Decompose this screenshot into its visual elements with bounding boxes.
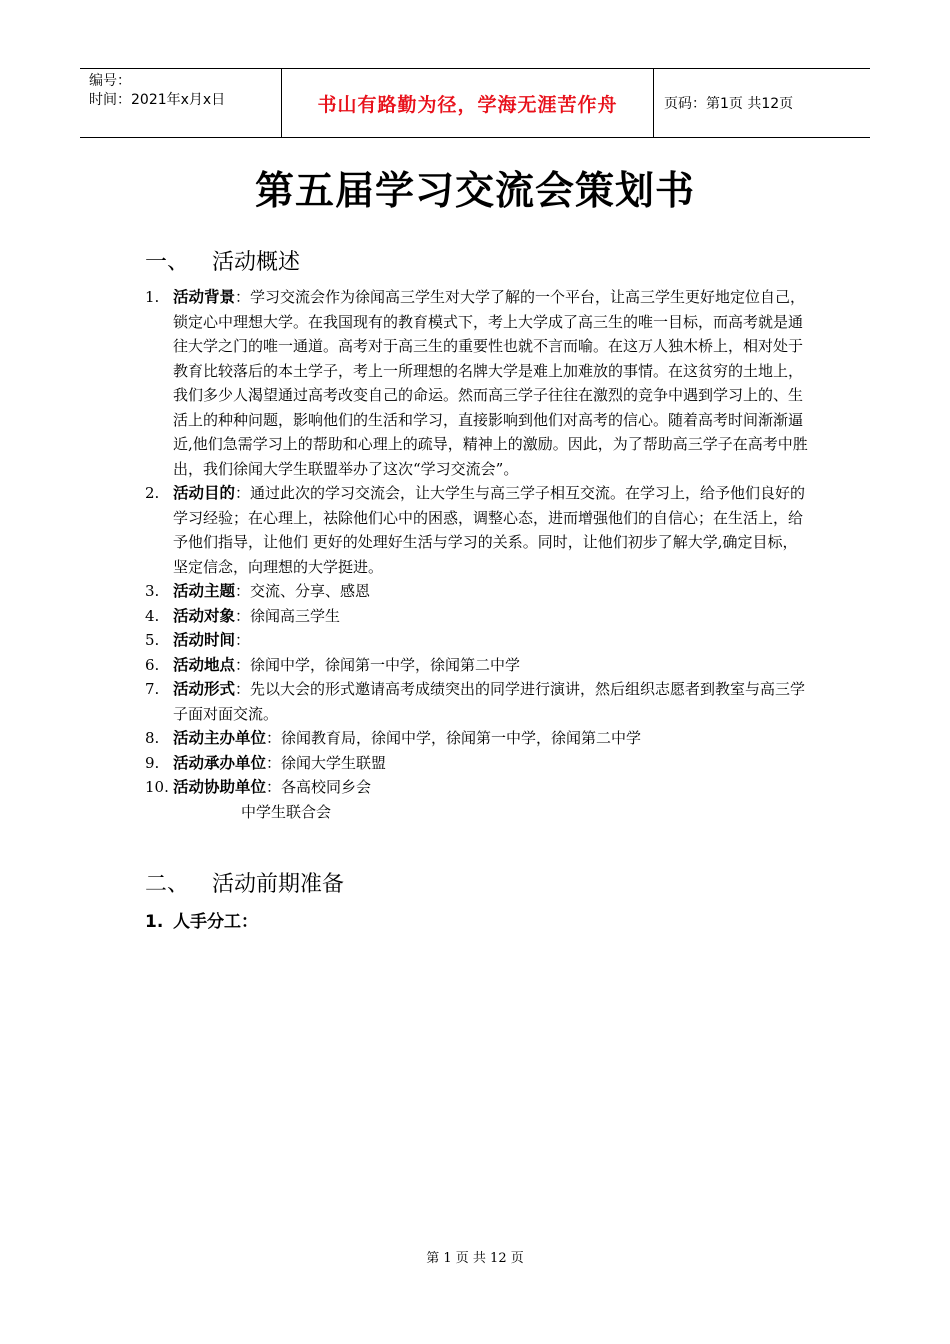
list-item-label: 活动目的 xyxy=(173,484,236,502)
list-item-number: 2. xyxy=(145,484,160,502)
page-info: 页码：第1页 共12页 xyxy=(664,96,794,112)
document-title: 第五届学习交流会策划书 xyxy=(254,169,695,214)
list-item xyxy=(145,751,810,776)
list-item xyxy=(145,628,810,653)
list-item-number: 4. xyxy=(145,606,160,625)
list-item-label: 活动对象 xyxy=(173,606,236,625)
list-item xyxy=(145,677,810,726)
list-item-label: 活动协助单位 xyxy=(173,778,267,796)
list-item-label: 活动形式 xyxy=(173,680,236,698)
list-item-continuation: 中学生联合会 xyxy=(241,802,332,821)
list-item-text: ：各高校同乡会 xyxy=(266,778,372,796)
list-item xyxy=(145,481,810,579)
overview-list xyxy=(145,285,810,824)
time-label: 时间：2021年x月x日 xyxy=(89,92,226,108)
list-item-number: 7. xyxy=(145,680,160,698)
list-item-text: ：通过此次的学习交流会，让大学生与高三学子相互交流。在学习上，给予他们良好的学习经验；在心理上，祛除他们心中的困惑，调整心态，进而增强他们的自信心；在生活上，给予他们指导，让他们 更好的处理好生活与学习的关系。同时，让他们初步了解大学,确定目标，坚定信念，向理想的大学挺进。 xyxy=(173,484,806,576)
list-item-text: ：徐闻大学生联盟 xyxy=(266,753,387,772)
list-item xyxy=(145,775,810,824)
header-motto-cell xyxy=(281,69,654,137)
list-item xyxy=(145,653,810,678)
list-item-text: ：徐闻高三学生 xyxy=(235,606,341,625)
list-item xyxy=(145,726,810,751)
list-item-number: 6. xyxy=(145,655,160,674)
list-item-label: 活动背景 xyxy=(173,288,236,306)
motto: 书山有路勤为径，学海无涯苦作舟 xyxy=(317,93,618,116)
header-meta xyxy=(80,69,281,137)
subitem xyxy=(145,907,258,932)
number-label: 编号： xyxy=(89,73,131,89)
list-item-number: 1. xyxy=(145,288,160,306)
section-title: 活动前期准备 xyxy=(212,872,345,897)
header-page-cell xyxy=(654,69,870,137)
list-item-number: 3. xyxy=(145,582,160,600)
section-number: 二、 xyxy=(145,872,190,897)
list-item-text: ：先以大会的形式邀请高考成绩突出的同学进行演讲，然后组织志愿者到教室与高三学子面对面交流。 xyxy=(173,680,806,723)
subitem-text: 人手分工： xyxy=(173,912,258,932)
list-item-number: 10. xyxy=(145,778,169,796)
list-item xyxy=(145,579,810,604)
list-item-label: 活动主办单位 xyxy=(173,729,267,747)
list-item-number: 9. xyxy=(145,753,160,772)
list-item-number: 8. xyxy=(145,729,160,747)
list-item-text: ：徐闻中学，徐闻第一中学，徐闻第二中学 xyxy=(235,655,521,674)
page-footer: 第 1 页 共 12 页 xyxy=(426,1251,524,1266)
subitem-number: 1. xyxy=(145,912,164,932)
list-item-text: ：学习交流会作为徐闻高三学生对大学了解的一个平台，让高三学生更好地定位自己，锁定心中理想大学。在我国现有的教育模式下，考上大学成了高三生的唯一目标，而高考就是通往大学之门的唯一通道。高考对于高三生的重要性也就不言而喻。在这万人独木桥上，相对处于教育比较落后的本土学子，考上一所理想的名牌大学是难上加难放的事情。在这贫穷的土地上，我们多少人渴望通过高考改变自己的命运。然而高三学子往往在激烈的竞争中遇到学习上的、生活上的种种问题，影响他们的生活和学习，直接影响到他们对高考的信心。随着高考时间渐渐逼近,他们急需学习上的帮助和心理上的疏导，精神上的激励。因此，为了帮助高三学子在高考中胜出，我们徐闻大学生联盟举办了这次“学习交流会”。 xyxy=(173,288,808,478)
section-number: 一、 xyxy=(145,250,190,275)
list-item xyxy=(145,604,810,629)
list-item-label: 活动时间 xyxy=(173,631,236,649)
list-item-label: 活动地点 xyxy=(173,655,236,674)
header-table xyxy=(80,68,870,138)
list-item-number: 5. xyxy=(145,631,160,649)
list-item xyxy=(145,285,810,481)
section-title: 活动概述 xyxy=(212,250,301,275)
list-item-text: ： xyxy=(235,631,251,649)
list-item-text: ：交流、分享、感恩 xyxy=(235,582,371,600)
list-item-label: 活动承办单位 xyxy=(173,753,267,772)
list-item-text: ：徐闻教育局，徐闻中学，徐闻第一中学，徐闻第二中学 xyxy=(266,729,642,747)
section-heading-1 xyxy=(145,245,300,276)
section-heading-2 xyxy=(145,867,344,898)
list-item-label: 活动主题 xyxy=(173,582,236,600)
